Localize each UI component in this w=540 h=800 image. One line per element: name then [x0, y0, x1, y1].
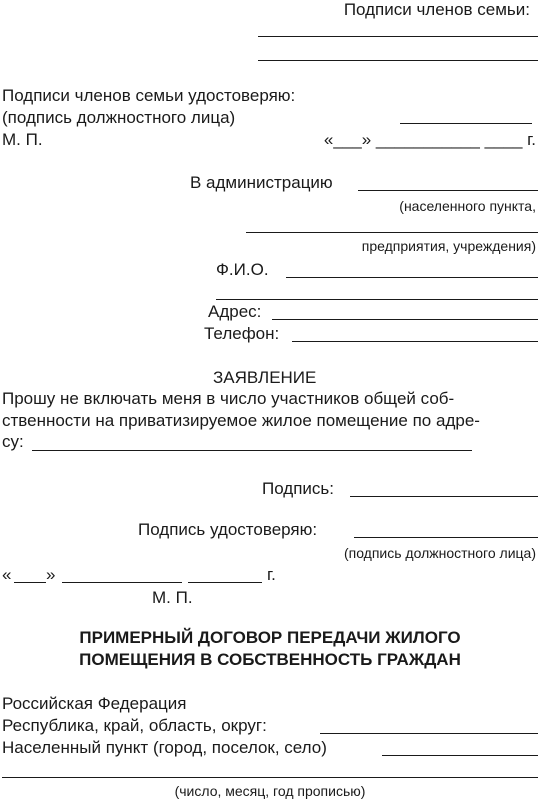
signature-label: Подпись:: [262, 479, 335, 498]
region-label: Республика, край, область, округ:: [2, 716, 267, 735]
enterprise-caption: предприятия, учреждения): [361, 238, 536, 254]
date-year-suffix: г.: [267, 565, 276, 584]
statement-text-line-3: су:: [2, 432, 24, 451]
region-line[interactable]: [320, 733, 538, 734]
contract-title-line-1: ПРИМЕРНЫЙ ДОГОВОР ПЕРЕДАЧИ ЖИЛОГО: [79, 628, 461, 647]
fio-label: Ф.И.О.: [216, 260, 269, 279]
date-in-words-caption: (число, месяц, год прописью): [174, 783, 366, 799]
settlement-line[interactable]: [382, 755, 538, 756]
family-signature-line-1[interactable]: [258, 36, 538, 37]
family-certify-label: Подписи членов семьи удостоверяю:: [2, 86, 296, 105]
date-year-line[interactable]: [188, 582, 262, 583]
signature-line[interactable]: [350, 496, 538, 497]
date-line: «___» ___________ ____ г.: [323, 130, 536, 149]
address-label: Адрес:: [208, 302, 262, 321]
date-close-quote: »: [46, 565, 56, 584]
country-label: Российская Федерация: [2, 694, 187, 713]
statement-text-line-1: Прошу не включать меня в число участников общей соб-: [2, 389, 455, 408]
official-signature-line[interactable]: [400, 123, 532, 124]
date-open-quote: «: [2, 565, 12, 584]
official-signature-caption: (подпись должностного лица): [2, 108, 236, 127]
date-day-line[interactable]: [14, 582, 46, 583]
certify-label: Подпись удостоверяю:: [138, 520, 318, 539]
date-month-line[interactable]: [62, 582, 182, 583]
phone-line[interactable]: [292, 341, 538, 342]
statement-title: ЗАЯВЛЕНИЕ: [213, 368, 317, 387]
statement-official-caption: (подпись должностного лица): [343, 545, 536, 561]
contract-title-line-2: ПОМЕЩЕНИЯ В СОБСТВЕННОСТЬ ГРАЖДАН: [79, 650, 461, 669]
certify-line[interactable]: [354, 537, 538, 538]
family-signatures-label: Подписи членов семьи:: [343, 0, 530, 19]
stamp-label: М. П.: [2, 130, 43, 149]
phone-label: Телефон:: [204, 324, 280, 343]
family-signature-line-2[interactable]: [258, 60, 538, 61]
fio-line-2[interactable]: [216, 299, 538, 300]
statement-stamp-label: М. П.: [152, 588, 193, 607]
date-in-words-line[interactable]: [2, 777, 538, 778]
enterprise-line[interactable]: [246, 232, 538, 233]
fio-line[interactable]: [286, 277, 538, 278]
settlement-label: Населенный пункт (город, поселок, село): [2, 738, 327, 757]
address-line[interactable]: [272, 319, 538, 320]
settlement-caption: (населенного пункта,: [399, 198, 536, 214]
statement-address-line[interactable]: [32, 450, 472, 451]
administration-line[interactable]: [358, 190, 538, 191]
to-administration-label: В администрацию: [190, 173, 333, 192]
statement-text-line-2: ственности на приватизируемое жилое помещение по адре-: [2, 411, 480, 430]
